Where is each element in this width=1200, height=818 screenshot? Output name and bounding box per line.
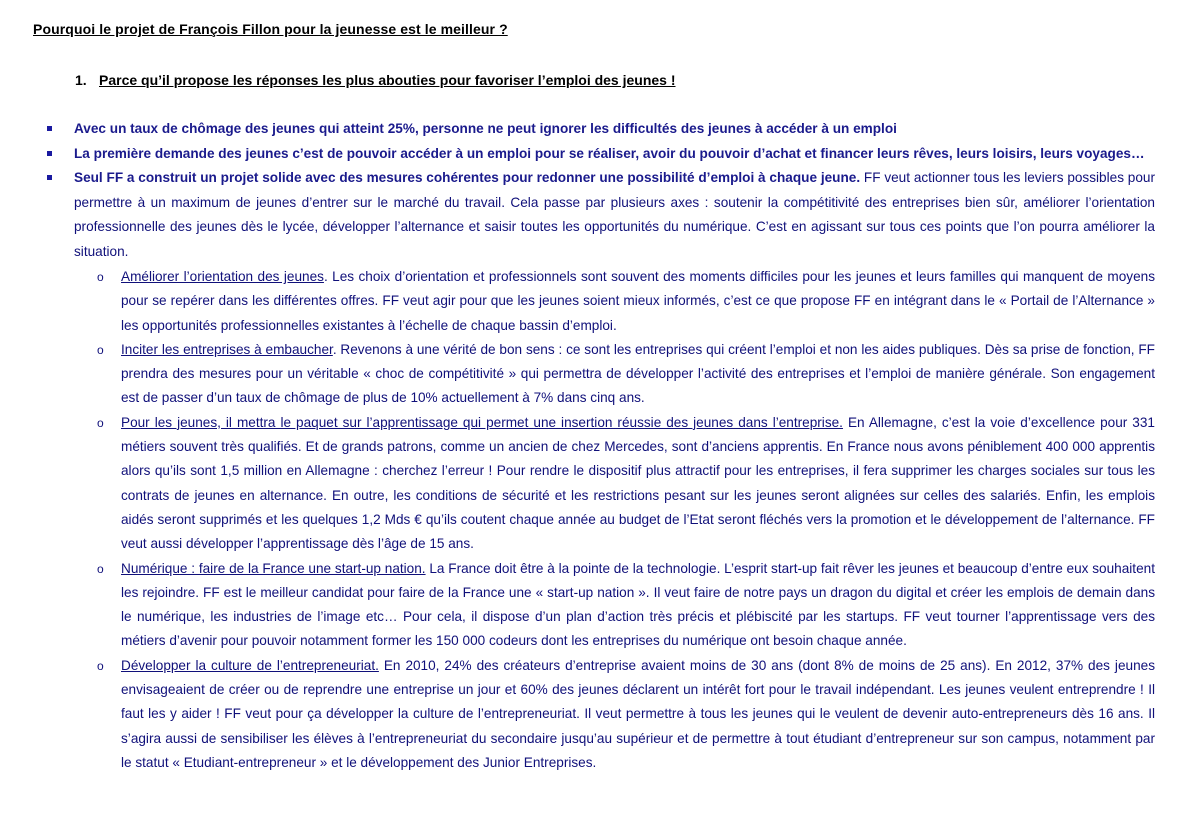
- sub-item: [47, 411, 1155, 557]
- section-heading: [75, 72, 676, 88]
- section-heading-text: Parce qu’il propose les réponses les plus abouties pour favoriser l’emploi des jeunes !: [99, 72, 676, 88]
- sub-item-heading: Inciter les entreprises à embaucher: [121, 341, 333, 357]
- sub-item-heading: Numérique : faire de la France une start-up nation.: [121, 560, 426, 576]
- bullet-text: FF veut actionner tous les leviers possibles pour permettre à un maximum de jeunes d’entrer sur le marché du travail. Cela passe par plusieurs axes : soutenir la compétitivité des entreprises bien sûr, améliorer l’orientation professionnelle des jeunes dès le lycée, développer l’alternance et saisir toutes les opportunités du numérique. C’est en agissant sur tous ces points que l’on pourra améliorer la situation.: [74, 170, 1155, 259]
- section-number: 1.: [75, 72, 87, 88]
- document-title: Pourquoi le projet de François Fillon pour la jeunesse est le meilleur ?: [33, 21, 508, 37]
- circle-bullet-icon: o: [97, 561, 104, 576]
- square-bullet-icon: [47, 126, 52, 131]
- sub-item-heading: Pour les jeunes, il mettra le paquet sur l’apprentissage qui permet une insertion réussie des jeunes dans l’entreprise.: [121, 414, 843, 430]
- sub-item: [47, 557, 1155, 654]
- bullet-item: [47, 117, 1155, 142]
- sub-item-heading: Améliorer l’orientation des jeunes: [121, 269, 324, 284]
- circle-bullet-icon: o: [97, 415, 104, 430]
- sub-item: [47, 654, 1155, 775]
- bullet-bold-text: Avec un taux de chômage des jeunes qui atteint 25%, personne ne peut ignorer les difficultés des jeunes à accéder à un emploi: [74, 121, 897, 136]
- bullet-bold-text: La première demande des jeunes c’est de pouvoir accéder à un emploi pour se réaliser, avoir du pouvoir d’achat et financer leurs rêves, leurs loisirs, leurs voyages…: [74, 145, 1145, 161]
- sub-item-text: . Revenons à une vérité de bon sens : ce sont les entreprises qui créent l’emploi et non les aides publiques. Dès sa prise de fonction, FF prendra des mesures pour un véritable « choc de compétitivité » qui permettra de développer l’activité des entreprises et l’emploi de manière générale. Son engagement est de passer d’un taux de chômage de plus de 10% actuellement à 7% dans cinq ans.: [121, 341, 1155, 406]
- bullet-bold-text: Seul FF a construit un projet solide avec des mesures cohérentes pour redonner une possibilité d’emploi à chaque jeune.: [74, 170, 861, 185]
- sub-item-text: En 2010, 24% des créateurs d’entreprise avaient moins de 30 ans (dont 8% de moins de 25 ans). En 2012, 37% des jeunes envisageaient de créer ou de reprendre une entreprise un jour et 60% des jeunes déclarent un intérêt fort pour le travail indépendant. Les jeunes veulent entreprendre ! Il faut les y aider ! FF veut pour ça développer la culture de l’entrepreneuriat. Il veut permettre à tous les jeunes qui le veulent de devenir auto-entrepreneurs dès 16 ans. Il s’agira aussi de sensibiliser les élèves à l’entrepreneuriat du secondaire jusqu’au supérieur et de permettre à tout étudiant d’entrepreneur sur son campus, notamment par le statut « Etudiant-entrepreneur » et le développement des Junior Entreprises.: [121, 657, 1155, 770]
- bullet-list: [47, 117, 1155, 775]
- bullet-item: [47, 142, 1155, 167]
- sub-item-text: En Allemagne, c’est la voie d’excellence pour 331 métiers souvent très qualifiés. Et de grands patrons, comme un ancien de chez Mercedes, sont d’anciens apprentis. En France nous avons péniblement 400 000 apprentis alors qu’ils sont 1,5 million en Allemagne : cherchez l’erreur ! Pour rendre le dispositif plus attractif pour les entreprises, il fera supprimer les charges sociales sur tous les contrats de jeunes en alternance. En outre, les conditions de sécurité et les restrictions pesant sur les jeunes seront alignées sur celles des salariés. Enfin, les emplois aidés seront supprimés et les quelques 1,2 Mds € qu’ils coutent chaque année au budget de l’Etat seront fléchés vers la promotion et le développement de l’alternance. FF veut aussi développer l’apprentissage dès l’âge de 15 ans.: [121, 414, 1155, 552]
- sub-list: [47, 265, 1155, 775]
- sub-item: [47, 338, 1155, 411]
- sub-item-text: La France doit être à la pointe de la technologie. L’esprit start-up fait rêver les jeunes et beaucoup d’entre eux souhaitent les rejoindre. FF est le meilleur candidat pour faire de la France une « start-up nation ». Il veut faire de notre pays un dragon du digital et créer les emplois de demain dans le numérique, les industries de l’image etc… Pour cela, il dispose d’un plan d’action très précis et plébiscité par les startups. FF veut tourner l’apprentissage vers des métiers d’avenir pour pouvoir notamment former les 150 000 codeurs dont les entreprises du numérique ont besoin chaque année.: [121, 560, 1155, 649]
- bullet-item: [47, 166, 1155, 264]
- sub-item-heading: Développer la culture de l’entrepreneuriat.: [121, 657, 379, 673]
- sub-item-text: . Les choix d’orientation et professionnels sont souvent des moments difficiles pour les jeunes et leurs familles qui manquent de moyens pour se repérer dans les différentes offres. FF veut agir pour que les jeunes soient mieux informés, c’est ce que propose FF en intégrant dans le « Portail de l’Alternance » les opportunités professionnelles existantes à l’échelle de chaque bassin d’emploi.: [121, 269, 1155, 333]
- circle-bullet-icon: o: [97, 342, 104, 357]
- square-bullet-icon: [47, 151, 52, 156]
- sub-item: [47, 265, 1155, 338]
- circle-bullet-icon: o: [97, 270, 104, 284]
- square-bullet-icon: [47, 175, 52, 180]
- circle-bullet-icon: o: [97, 658, 104, 673]
